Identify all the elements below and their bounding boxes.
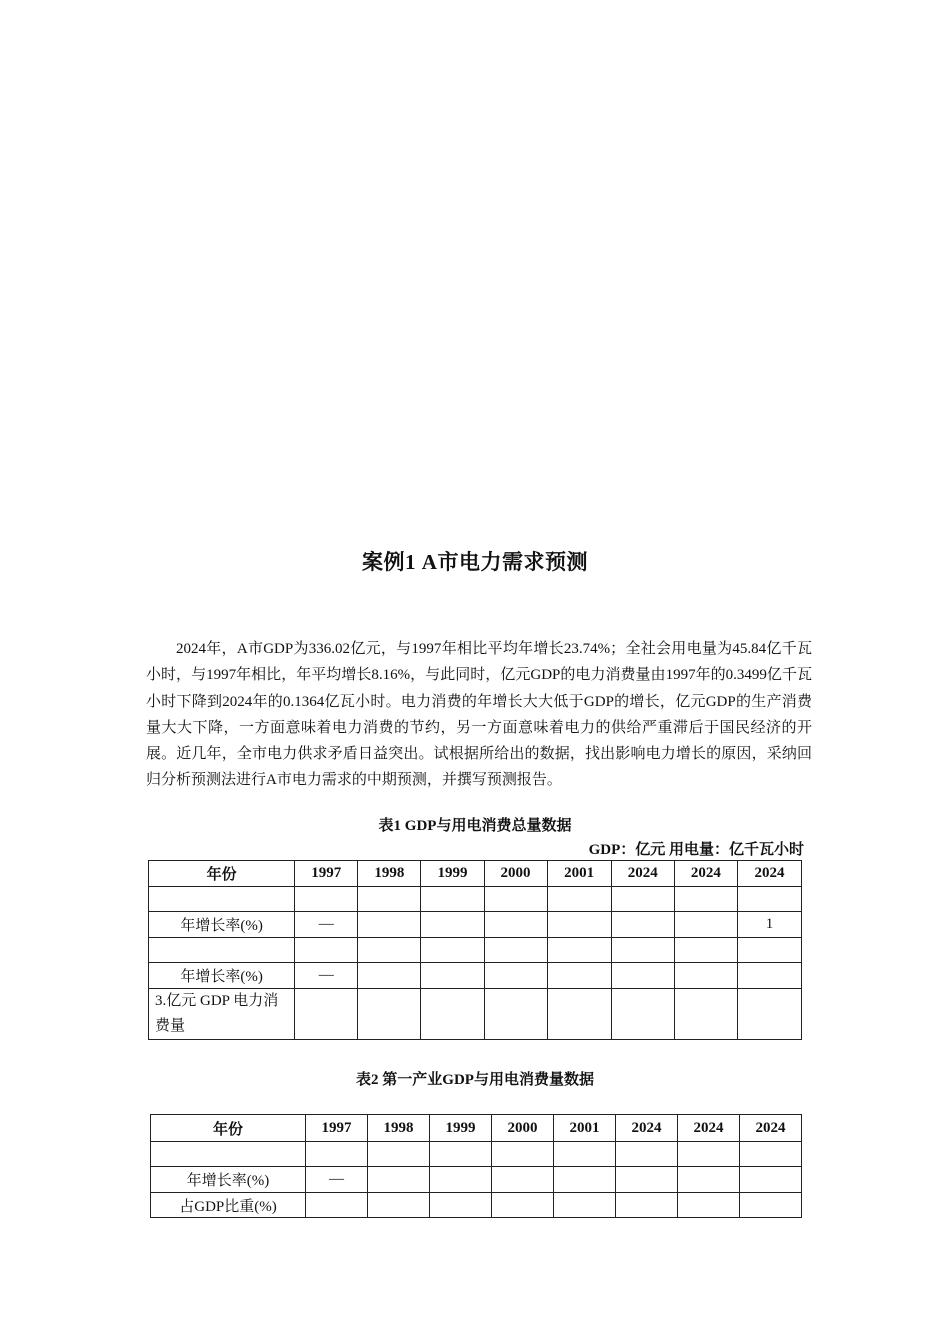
table-cell bbox=[740, 1193, 802, 1218]
table-cell bbox=[611, 963, 674, 989]
table-cell bbox=[151, 1142, 306, 1167]
table-cell bbox=[674, 963, 737, 989]
table-cell bbox=[737, 963, 801, 989]
table-cell: 年增长率(%) bbox=[149, 912, 295, 938]
table2-header-cell: 2024 bbox=[616, 1115, 678, 1142]
table-cell bbox=[678, 1167, 740, 1193]
page-title: 案例1 A市电力需求预测 bbox=[362, 550, 588, 574]
table2-header-cell: 2024 bbox=[740, 1115, 802, 1142]
table-cell bbox=[547, 963, 611, 989]
table-cell bbox=[421, 963, 484, 989]
table-cell bbox=[358, 887, 421, 912]
table-cell bbox=[421, 938, 484, 963]
table-cell bbox=[611, 989, 674, 1040]
table-cell bbox=[554, 1142, 616, 1167]
table-cell bbox=[484, 887, 547, 912]
table-cell bbox=[295, 887, 358, 912]
paragraph-text: 2024年，A市GDP为336.02亿元，与1997年相比平均年增长23.74%；全社会用电量为45.84亿千瓦小时，与1997年相比，年平均增长8.16%，与此同时，亿元GDP的电力消费量由1997年的0.3499亿千瓦小时下降到2024年的0.1364亿瓦小时。电力消费的年增长大大低于GDP的增长，亿元GDP的生产消费量大大下降，一方面意味着电力消费的节约，另一方面意味着电力的供给严重滞后于国民经济的开展。近几年，全市电力供求矛盾日益突出。试根据所给出的数据，找出影响电力增长的原因，采纳回归分析预测法进行A市电力需求的中期预测，并撰写预测报告。 bbox=[146, 641, 812, 789]
table-cell bbox=[295, 989, 358, 1040]
table-cell bbox=[492, 1193, 554, 1218]
table-cell bbox=[484, 989, 547, 1040]
table-row bbox=[149, 912, 802, 938]
table-cell: — bbox=[306, 1167, 368, 1193]
table-cell bbox=[484, 963, 547, 989]
table-cell bbox=[674, 989, 737, 1040]
table-cell bbox=[492, 1167, 554, 1193]
table-cell bbox=[737, 938, 801, 963]
table-cell bbox=[421, 989, 484, 1040]
table-cell bbox=[737, 989, 801, 1040]
table2-header-cell: 2000 bbox=[492, 1115, 554, 1142]
table-cell bbox=[611, 938, 674, 963]
table2-primary-industry-gdp-electricity bbox=[150, 1114, 802, 1218]
table-cell bbox=[611, 912, 674, 938]
table-cell: 年增长率(%) bbox=[151, 1167, 306, 1193]
table-cell bbox=[611, 887, 674, 912]
table-cell: 1 bbox=[737, 912, 801, 938]
table-cell bbox=[358, 989, 421, 1040]
table-cell bbox=[616, 1193, 678, 1218]
table-row bbox=[149, 938, 802, 963]
table-cell bbox=[554, 1167, 616, 1193]
table-cell bbox=[149, 938, 295, 963]
table-row bbox=[151, 1167, 802, 1193]
table1-header-row bbox=[149, 861, 802, 887]
table1-header-cell: 2001 bbox=[547, 861, 611, 887]
table-cell bbox=[306, 1193, 368, 1218]
table1-header-cell: 1998 bbox=[358, 861, 421, 887]
table2-header-row bbox=[151, 1115, 802, 1142]
table-cell bbox=[492, 1142, 554, 1167]
table1-header-cell: 2024 bbox=[737, 861, 801, 887]
table-cell bbox=[547, 912, 611, 938]
table2-header-cell: 年份 bbox=[151, 1115, 306, 1142]
table-cell bbox=[737, 887, 801, 912]
table-cell bbox=[368, 1167, 430, 1193]
case-description-paragraph bbox=[146, 636, 812, 794]
table2-caption: 表2 第一产业GDP与用电消费量数据 bbox=[356, 1072, 594, 1088]
table-cell bbox=[547, 938, 611, 963]
table-cell bbox=[616, 1167, 678, 1193]
table1-caption: 表1 GDP与用电消费总量数据 bbox=[378, 818, 572, 834]
table-cell bbox=[547, 887, 611, 912]
table-cell bbox=[430, 1193, 492, 1218]
table1-header-cell: 2024 bbox=[611, 861, 674, 887]
table-cell bbox=[678, 1193, 740, 1218]
table-cell bbox=[149, 887, 295, 912]
table1-header-cell: 2024 bbox=[674, 861, 737, 887]
table-cell bbox=[484, 912, 547, 938]
table1-header-cell: 1999 bbox=[421, 861, 484, 887]
table-cell bbox=[678, 1142, 740, 1167]
table1-header-cell: 年份 bbox=[149, 861, 295, 887]
table-cell bbox=[430, 1167, 492, 1193]
table-cell: — bbox=[295, 963, 358, 989]
table-cell bbox=[740, 1167, 802, 1193]
table1-unit-note: GDP：亿元 用电量：亿千瓦小时 bbox=[588, 842, 804, 858]
table-row bbox=[151, 1142, 802, 1167]
table2-header-cell: 1999 bbox=[430, 1115, 492, 1142]
table-cell: 年增长率(%) bbox=[149, 963, 295, 989]
table2-header-cell: 2024 bbox=[678, 1115, 740, 1142]
table-row bbox=[149, 963, 802, 989]
table-cell bbox=[306, 1142, 368, 1167]
table-row bbox=[149, 887, 802, 912]
table-cell bbox=[421, 887, 484, 912]
table-cell bbox=[484, 938, 547, 963]
table-cell bbox=[368, 1142, 430, 1167]
table2-header-cell: 1998 bbox=[368, 1115, 430, 1142]
table-cell bbox=[358, 963, 421, 989]
table-cell bbox=[674, 887, 737, 912]
table-cell bbox=[368, 1193, 430, 1218]
table-cell bbox=[740, 1142, 802, 1167]
table2-header-cell: 1997 bbox=[306, 1115, 368, 1142]
table-row bbox=[151, 1193, 802, 1218]
table-cell bbox=[616, 1142, 678, 1167]
table1-gdp-electricity-total bbox=[148, 860, 802, 1040]
table-cell: — bbox=[295, 912, 358, 938]
table-cell bbox=[674, 938, 737, 963]
table2-header-cell: 2001 bbox=[554, 1115, 616, 1142]
table-cell bbox=[358, 912, 421, 938]
table-cell bbox=[674, 912, 737, 938]
table-cell bbox=[295, 938, 358, 963]
table-cell bbox=[421, 912, 484, 938]
table1-header-cell: 2000 bbox=[484, 861, 547, 887]
table1-header-cell: 1997 bbox=[295, 861, 358, 887]
table-cell: 占GDP比重(%) bbox=[151, 1193, 306, 1218]
table-cell bbox=[554, 1193, 616, 1218]
table-cell bbox=[430, 1142, 492, 1167]
table-cell bbox=[547, 989, 611, 1040]
table-cell bbox=[358, 938, 421, 963]
table-row bbox=[149, 989, 802, 1040]
table-cell: 3.亿元 GDP 电力消费量 bbox=[149, 989, 295, 1040]
